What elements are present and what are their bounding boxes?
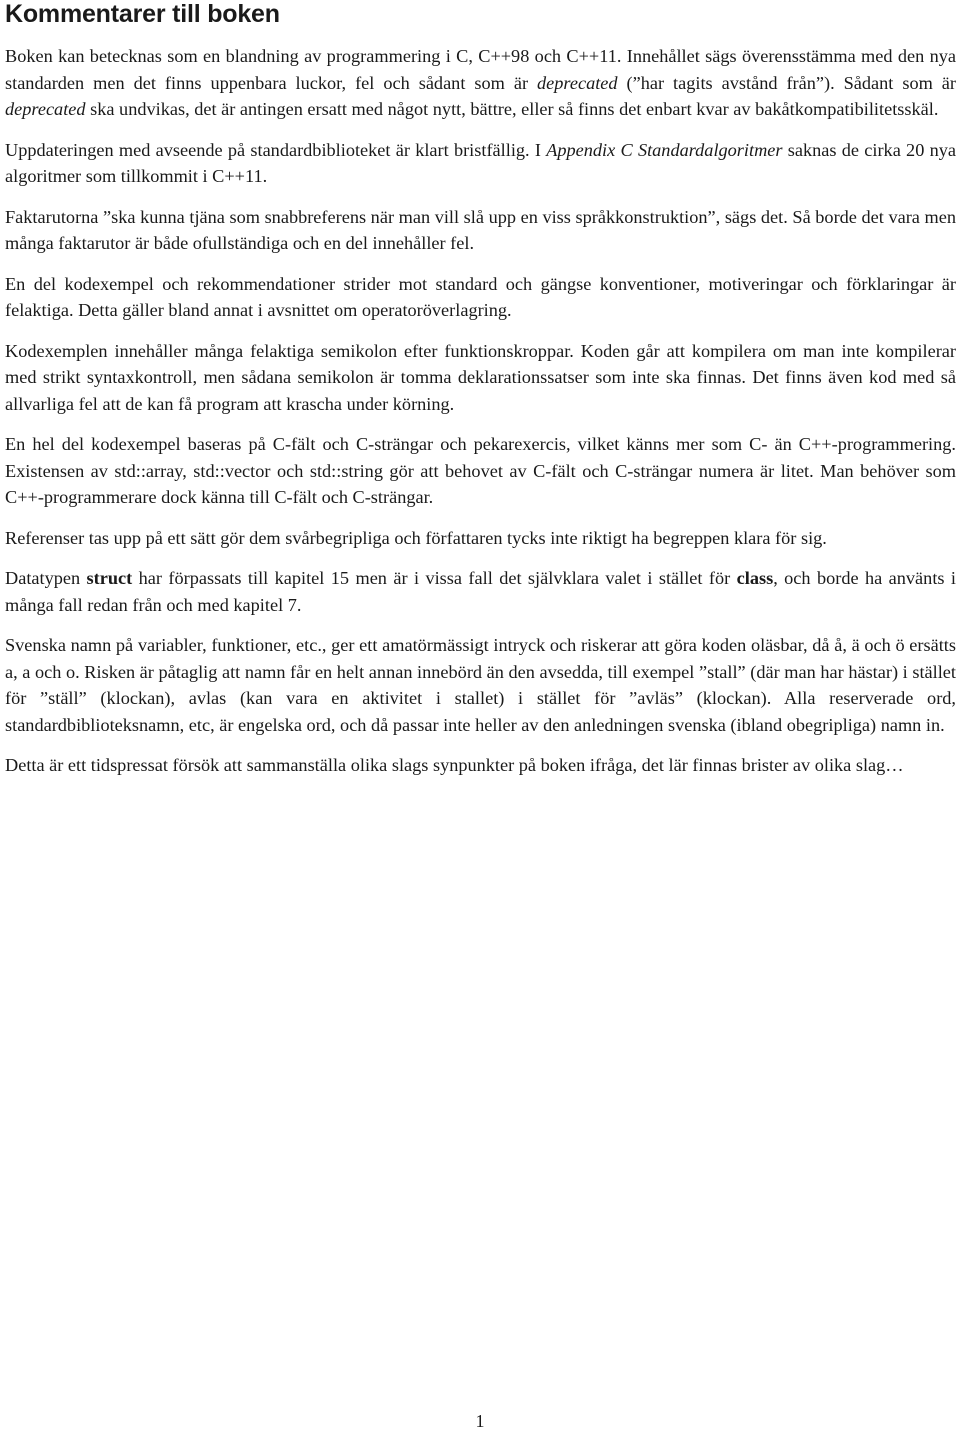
- paragraph-fact-boxes: Faktarutorna ”ska kunna tjäna som snabbreferens när man vill slå upp en viss språkkonstruktion”, sägs det. Så borde det vara men många faktarutor är både ofullständiga och en del innehåller fel.: [5, 206, 956, 253]
- paragraph-closing: Detta är ett tidspressat försök att sammanställa olika slags synpunkter på boken ifråga, det lär finnas brister av olika slag…: [5, 755, 904, 775]
- paragraph-references: Referenser tas upp på ett sätt gör dem svårbegripliga och författaren tycks inte riktigt ha begreppen klara för sig.: [5, 527, 827, 548]
- paragraph-standard-library: [5, 137, 956, 190]
- class-keyword: class: [736, 568, 774, 588]
- paragraph-struct-class: [5, 565, 956, 618]
- paragraph-struct-class-text-3: , och borde ha använts i många fall redan från och med kapitel 7.: [5, 568, 956, 615]
- document-body: [5, 43, 956, 793]
- paragraph-swedish-names: Svenska namn på variabler, funktioner, etc., ger ett amatörmässigt intryck och riskerar att göra koden oläsbar, då å, ä och ö ersätts a, a och o. Risken är påtaglig att namn får en helt annan innebörd än den avsedda, till exempel ”stall” (där man har hästar) i stället för ”ställ” (klockan), avlas (kan vara en aktivitet i stallet) i stället för ”avläs” (klockan). Alla reserverade ord, standardbiblioteksnamn, etc, är engelska ord, och då passar inte heller av den anledningen svenska (ibland obegripliga) namn in.: [5, 635, 956, 735]
- paragraph-semicolons: Kodexemplen innehåller många felaktiga semikolon efter funktionskroppar. Koden går att kompilera om man inte kompilerar med strikt syntaxkontroll, men sådana semikolon är tomma deklarationssatser som inte ska finnas. Det finns även kod med så allvarliga fel att de kan få program att krascha under körning.: [5, 340, 956, 414]
- paragraph-standard-library-text-1: Uppdateringen med avseende på standardbiblioteket är klart bristfällig. I: [5, 139, 547, 160]
- page-title: Kommentarer till boken: [5, 0, 280, 28]
- page-number: 1: [475, 1411, 485, 1431]
- paragraph-c-arrays: En hel del kodexempel baseras på C-fält och C-strängar och pekarexercis, vilket känns mer som C- än C++-programmering. Existensen av std::array, std::vector och std::string gör att behovet av C-fält och C-strängar numera är litet. Man behöver som C++-programmerare dock känna till C-fält och C-strängar.: [5, 434, 956, 507]
- paragraph-intro: [5, 43, 956, 123]
- paragraph-struct-class-text-2: har förpassats till kapitel 15 men är i vissa fall det självklara valet i stället för: [132, 568, 737, 588]
- paragraph-code-examples: En del kodexempel och rekommendationer strider mot standard och gängse konventioner, motiveringar och förklaringar är felaktiga. Detta gäller bland annat i avsnittet om operatoröverlagring.: [5, 273, 956, 320]
- paragraph-struct-class-text-1: Datatypen: [5, 568, 87, 588]
- paragraph-intro-text-3: ska undvikas, det är antingen ersatt med något nytt, bättre, eller så finns det enbart kvar av bakåtkompatibilitetsskäl.: [85, 99, 939, 119]
- paragraph-intro-text-2: (”har tagits avstånd från”). Sådant som är: [617, 72, 957, 93]
- struct-keyword: struct: [86, 568, 133, 588]
- deprecated-term: deprecated: [5, 99, 86, 119]
- paragraph-intro-text-1: Boken kan betecknas som en blandning av programmering i C, C++98 och C++11. Innehållet sägs överensstämma med den nya standarden men det finns uppenbara luckor, fel och sådant som är: [5, 46, 956, 93]
- appendix-title: Appendix C Standardalgoritmer: [546, 139, 783, 160]
- deprecated-term: deprecated: [537, 72, 618, 93]
- paragraph-standard-library-text-2: saknas de cirka 20 nya algoritmer som tillkommit i C++11.: [5, 139, 956, 186]
